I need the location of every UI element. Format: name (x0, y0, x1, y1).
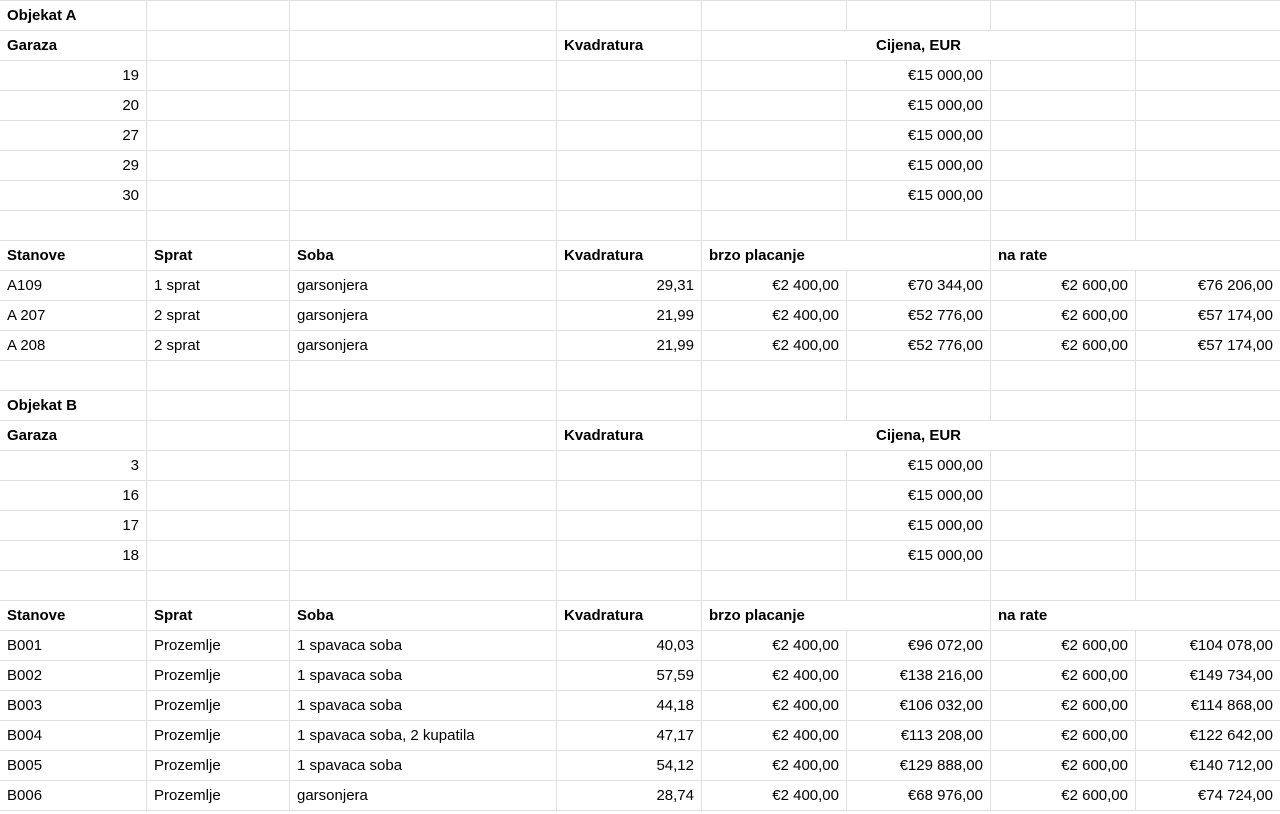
grid-cell[interactable] (991, 451, 1136, 481)
sprat-cell[interactable]: 2 sprat (147, 331, 290, 361)
rate-ukupno-cell[interactable]: €57 174,00 (1136, 301, 1280, 331)
rate-ukupno-cell[interactable]: €149 734,00 (1136, 661, 1280, 691)
grid-cell[interactable] (290, 211, 557, 241)
garaza-cijena-cell[interactable]: €15 000,00 (847, 61, 991, 91)
soba-cell[interactable]: garsonjera (290, 271, 557, 301)
rate-rata-cell[interactable]: €2 600,00 (991, 751, 1136, 781)
grid-cell[interactable] (1136, 391, 1280, 421)
grid-cell[interactable] (147, 451, 290, 481)
grid-cell[interactable] (702, 541, 847, 571)
soba-cell[interactable]: garsonjera (290, 331, 557, 361)
garaza-number-cell[interactable]: 27 (0, 121, 147, 151)
row-garaza-b-2 (0, 481, 1280, 511)
grid-cell[interactable] (991, 511, 1136, 541)
grid-cell[interactable] (557, 151, 702, 181)
stan-id-cell[interactable]: A 208 (0, 331, 147, 361)
grid-cell[interactable] (1136, 481, 1280, 511)
brzo-ukupno-cell[interactable]: €52 776,00 (847, 301, 991, 331)
grid-cell[interactable] (1136, 121, 1280, 151)
rate-rata-cell[interactable]: €2 600,00 (991, 691, 1136, 721)
grid-cell[interactable] (991, 391, 1136, 421)
brzo-rata-cell[interactable]: €2 400,00 (702, 751, 847, 781)
grid-cell[interactable] (1136, 211, 1280, 241)
row-garaza-a-5 (0, 181, 1280, 211)
row-stanove-b-header (0, 601, 1280, 631)
grid-cell[interactable] (991, 151, 1136, 181)
grid-cell[interactable] (147, 571, 290, 601)
row-garaza-a-3 (0, 121, 1280, 151)
rate-ukupno-cell[interactable]: €114 868,00 (1136, 691, 1280, 721)
rate-rata-cell[interactable]: €2 600,00 (991, 301, 1136, 331)
grid-cell[interactable] (147, 211, 290, 241)
grid-cell[interactable] (991, 571, 1136, 601)
cijena-eur-header[interactable]: Cijena, EUR (702, 31, 1136, 61)
objekat-a-title[interactable]: Objekat A (0, 1, 147, 31)
rate-ukupno-cell[interactable]: €140 712,00 (1136, 751, 1280, 781)
kvadratura-header[interactable]: Kvadratura (557, 241, 702, 271)
garaza-cijena-cell[interactable]: €15 000,00 (847, 181, 991, 211)
row-stan-b005 (0, 751, 1280, 781)
sprat-header[interactable]: Sprat (147, 601, 290, 631)
kvadratura-header[interactable]: Kvadratura (557, 601, 702, 631)
grid-cell[interactable] (290, 421, 557, 451)
grid-cell[interactable] (290, 121, 557, 151)
grid-cell[interactable] (290, 391, 557, 421)
soba-cell[interactable]: garsonjera (290, 781, 557, 811)
rate-rata-cell[interactable]: €2 600,00 (991, 631, 1136, 661)
soba-cell[interactable]: 1 spavaca soba (290, 691, 557, 721)
grid-cell[interactable] (557, 361, 702, 391)
grid-cell[interactable] (1136, 571, 1280, 601)
grid-cell[interactable] (557, 1, 702, 31)
grid-cell[interactable] (557, 61, 702, 91)
grid-cell[interactable] (702, 571, 847, 601)
grid-cell[interactable] (147, 391, 290, 421)
rate-rata-cell[interactable]: €2 600,00 (991, 271, 1136, 301)
row-stanove-a-header (0, 241, 1280, 271)
row-stan-b003 (0, 691, 1280, 721)
grid-cell[interactable] (991, 181, 1136, 211)
grid-cell[interactable] (290, 91, 557, 121)
garaza-number-cell[interactable]: 3 (0, 451, 147, 481)
grid-cell[interactable] (147, 61, 290, 91)
rate-rata-cell[interactable]: €2 600,00 (991, 721, 1136, 751)
grid-cell[interactable] (147, 361, 290, 391)
garaza-cijena-cell[interactable]: €15 000,00 (847, 121, 991, 151)
rate-ukupno-cell[interactable]: €122 642,00 (1136, 721, 1280, 751)
brzo-ukupno-cell[interactable]: €106 032,00 (847, 691, 991, 721)
grid-cell[interactable] (290, 541, 557, 571)
row-stan-a109 (0, 271, 1280, 301)
sprat-cell[interactable]: 2 sprat (147, 301, 290, 331)
stan-id-cell[interactable]: B002 (0, 661, 147, 691)
row-garaza-b-1 (0, 451, 1280, 481)
row-stan-b004 (0, 721, 1280, 751)
garaza-number-cell[interactable]: 17 (0, 511, 147, 541)
grid-cell[interactable] (702, 211, 847, 241)
sprat-header[interactable]: Sprat (147, 241, 290, 271)
rate-ukupno-cell[interactable]: €76 206,00 (1136, 271, 1280, 301)
kvadratura-header[interactable]: Kvadratura (557, 31, 702, 61)
row-garaza-a-header (0, 31, 1280, 61)
grid-cell[interactable] (290, 481, 557, 511)
sprat-cell[interactable]: Prozemlje (147, 691, 290, 721)
grid-cell[interactable] (147, 91, 290, 121)
brzo-rata-cell[interactable]: €2 400,00 (702, 691, 847, 721)
grid-cell[interactable] (991, 361, 1136, 391)
rate-rata-cell[interactable]: €2 600,00 (991, 781, 1136, 811)
grid-cell[interactable] (290, 151, 557, 181)
grid-cell[interactable] (557, 91, 702, 121)
brzo-ukupno-cell[interactable]: €70 344,00 (847, 271, 991, 301)
garaza-number-cell[interactable]: 30 (0, 181, 147, 211)
grid-cell[interactable] (702, 361, 847, 391)
grid-cell[interactable] (147, 421, 290, 451)
grid-cell[interactable] (702, 181, 847, 211)
na-rate-header[interactable]: na rate (991, 601, 1280, 631)
rate-rata-cell[interactable]: €2 600,00 (991, 661, 1136, 691)
brzo-ukupno-cell[interactable]: €52 776,00 (847, 331, 991, 361)
row-garaza-b-4 (0, 541, 1280, 571)
row-stan-b006 (0, 781, 1280, 811)
garaza-cijena-cell[interactable]: €15 000,00 (847, 151, 991, 181)
kvadratura-cell[interactable]: 29,31 (557, 271, 702, 301)
soba-cell[interactable]: 1 spavaca soba, 2 kupatila (290, 721, 557, 751)
soba-cell[interactable]: 1 spavaca soba (290, 631, 557, 661)
row-stan-a208 (0, 331, 1280, 361)
stanove-header[interactable]: Stanove (0, 241, 147, 271)
grid-cell[interactable] (1136, 361, 1280, 391)
rate-rata-cell[interactable]: €2 600,00 (991, 331, 1136, 361)
stan-id-cell[interactable]: B003 (0, 691, 147, 721)
grid-cell[interactable] (557, 121, 702, 151)
kvadratura-header[interactable]: Kvadratura (557, 421, 702, 451)
grid-cell[interactable] (1136, 151, 1280, 181)
brzo-ukupno-cell[interactable]: €138 216,00 (847, 661, 991, 691)
soba-header[interactable]: Soba (290, 241, 557, 271)
grid-cell[interactable] (0, 571, 147, 601)
na-rate-header[interactable]: na rate (991, 241, 1280, 271)
stan-id-cell[interactable]: B005 (0, 751, 147, 781)
grid-cell[interactable] (1136, 421, 1280, 451)
kvadratura-cell[interactable]: 47,17 (557, 721, 702, 751)
stan-id-cell[interactable]: A 207 (0, 301, 147, 331)
row-garaza-b-3 (0, 511, 1280, 541)
brzo-rata-cell[interactable]: €2 400,00 (702, 631, 847, 661)
grid-cell[interactable] (290, 61, 557, 91)
brzo-rata-cell[interactable]: €2 400,00 (702, 661, 847, 691)
kvadratura-cell[interactable]: 28,74 (557, 781, 702, 811)
garaza-cijena-cell[interactable]: €15 000,00 (847, 91, 991, 121)
brzo-ukupno-cell[interactable]: €113 208,00 (847, 721, 991, 751)
grid-cell[interactable] (0, 361, 147, 391)
grid-cell[interactable] (991, 1, 1136, 31)
grid-cell[interactable] (0, 211, 147, 241)
grid-cell[interactable] (702, 151, 847, 181)
grid-cell[interactable] (557, 181, 702, 211)
grid-cell[interactable] (991, 91, 1136, 121)
grid-cell[interactable] (147, 121, 290, 151)
brzo-rata-cell[interactable]: €2 400,00 (702, 271, 847, 301)
garaza-cijena-cell[interactable]: €15 000,00 (847, 541, 991, 571)
soba-header[interactable]: Soba (290, 601, 557, 631)
row-empty (0, 571, 1280, 601)
grid-cell[interactable] (702, 61, 847, 91)
grid-cell[interactable] (557, 211, 702, 241)
rate-ukupno-cell[interactable]: €104 078,00 (1136, 631, 1280, 661)
grid-cell[interactable] (1136, 61, 1280, 91)
grid-cell[interactable] (290, 1, 557, 31)
row-empty (0, 211, 1280, 241)
grid-cell[interactable] (847, 211, 991, 241)
soba-cell[interactable]: 1 spavaca soba (290, 661, 557, 691)
grid-cell[interactable] (1136, 31, 1280, 61)
row-stan-a207 (0, 301, 1280, 331)
brzo-ukupno-cell[interactable]: €96 072,00 (847, 631, 991, 661)
brzo-placanje-header[interactable]: brzo placanje (702, 241, 991, 271)
stan-id-cell[interactable]: A109 (0, 271, 147, 301)
grid-cell[interactable] (147, 511, 290, 541)
brzo-ukupno-cell[interactable]: €129 888,00 (847, 751, 991, 781)
garaza-a-label[interactable]: Garaza (0, 31, 147, 61)
grid-cell[interactable] (991, 61, 1136, 91)
grid-cell[interactable] (702, 1, 847, 31)
grid-cell[interactable] (702, 121, 847, 151)
grid-cell[interactable] (147, 541, 290, 571)
grid-cell[interactable] (1136, 511, 1280, 541)
row-garaza-a-4 (0, 151, 1280, 181)
garaza-number-cell[interactable]: 20 (0, 91, 147, 121)
grid-cell[interactable] (1136, 91, 1280, 121)
grid-cell[interactable] (147, 1, 290, 31)
grid-cell[interactable] (290, 451, 557, 481)
brzo-rata-cell[interactable]: €2 400,00 (702, 301, 847, 331)
grid-cell[interactable] (991, 481, 1136, 511)
garaza-number-cell[interactable]: 19 (0, 61, 147, 91)
grid-cell[interactable] (702, 391, 847, 421)
garaza-cijena-cell[interactable]: €15 000,00 (847, 481, 991, 511)
row-garaza-a-1 (0, 61, 1280, 91)
grid-cell[interactable] (991, 211, 1136, 241)
garaza-b-label[interactable]: Garaza (0, 421, 147, 451)
row-objekat-a-title (0, 1, 1280, 31)
grid-cell[interactable] (290, 571, 557, 601)
sprat-cell[interactable]: Prozemlje (147, 721, 290, 751)
grid-cell[interactable] (147, 181, 290, 211)
grid-cell[interactable] (847, 391, 991, 421)
stan-id-cell[interactable]: B004 (0, 721, 147, 751)
sprat-cell[interactable]: 1 sprat (147, 271, 290, 301)
soba-cell[interactable]: 1 spavaca soba (290, 751, 557, 781)
row-stan-b002 (0, 661, 1280, 691)
rate-ukupno-cell[interactable]: €57 174,00 (1136, 331, 1280, 361)
brzo-placanje-header[interactable]: brzo placanje (702, 601, 991, 631)
garaza-cijena-cell[interactable]: €15 000,00 (847, 511, 991, 541)
sprat-cell[interactable]: Prozemlje (147, 751, 290, 781)
garaza-number-cell[interactable]: 18 (0, 541, 147, 571)
row-stan-b001 (0, 631, 1280, 661)
garaza-number-cell[interactable]: 16 (0, 481, 147, 511)
grid-cell[interactable] (557, 571, 702, 601)
kvadratura-cell[interactable]: 21,99 (557, 331, 702, 361)
brzo-ukupno-cell[interactable]: €68 976,00 (847, 781, 991, 811)
grid-cell[interactable] (702, 511, 847, 541)
sprat-cell[interactable]: Prozemlje (147, 781, 290, 811)
grid-cell[interactable] (1136, 1, 1280, 31)
sprat-cell[interactable]: Prozemlje (147, 661, 290, 691)
grid-cell[interactable] (702, 91, 847, 121)
kvadratura-cell[interactable]: 44,18 (557, 691, 702, 721)
grid-cell[interactable] (147, 151, 290, 181)
grid-cell[interactable] (290, 31, 557, 61)
kvadratura-cell[interactable]: 21,99 (557, 301, 702, 331)
brzo-rata-cell[interactable]: €2 400,00 (702, 721, 847, 751)
grid-cell[interactable] (557, 541, 702, 571)
grid-cell[interactable] (557, 511, 702, 541)
grid-cell[interactable] (290, 511, 557, 541)
soba-cell[interactable]: garsonjera (290, 301, 557, 331)
stan-id-cell[interactable]: B006 (0, 781, 147, 811)
row-garaza-a-2 (0, 91, 1280, 121)
sprat-cell[interactable]: Prozemlje (147, 631, 290, 661)
cijena-eur-header[interactable]: Cijena, EUR (702, 421, 1136, 451)
grid-cell[interactable] (1136, 181, 1280, 211)
garaza-number-cell[interactable]: 29 (0, 151, 147, 181)
stan-id-cell[interactable]: B001 (0, 631, 147, 661)
grid-cell[interactable] (847, 1, 991, 31)
kvadratura-cell[interactable]: 57,59 (557, 661, 702, 691)
stanove-header[interactable]: Stanove (0, 601, 147, 631)
grid-cell[interactable] (847, 571, 991, 601)
grid-cell[interactable] (702, 481, 847, 511)
objekat-b-title[interactable]: Objekat B (0, 391, 147, 421)
grid-cell[interactable] (290, 181, 557, 211)
grid-cell[interactable] (147, 481, 290, 511)
rate-ukupno-cell[interactable]: €74 724,00 (1136, 781, 1280, 811)
row-empty (0, 361, 1280, 391)
grid-cell[interactable] (1136, 451, 1280, 481)
row-objekat-b-title (0, 391, 1280, 421)
brzo-rata-cell[interactable]: €2 400,00 (702, 781, 847, 811)
grid-cell[interactable] (557, 481, 702, 511)
grid-cell[interactable] (1136, 541, 1280, 571)
grid-cell[interactable] (147, 31, 290, 61)
grid-cell[interactable] (557, 391, 702, 421)
kvadratura-cell[interactable]: 40,03 (557, 631, 702, 661)
kvadratura-cell[interactable]: 54,12 (557, 751, 702, 781)
brzo-rata-cell[interactable]: €2 400,00 (702, 331, 847, 361)
garaza-cijena-cell[interactable]: €15 000,00 (847, 451, 991, 481)
grid-cell[interactable] (991, 541, 1136, 571)
grid-cell[interactable] (847, 361, 991, 391)
row-garaza-b-header (0, 421, 1280, 451)
grid-cell[interactable] (290, 361, 557, 391)
grid-cell[interactable] (557, 451, 702, 481)
grid-cell[interactable] (991, 121, 1136, 151)
grid-cell[interactable] (702, 451, 847, 481)
